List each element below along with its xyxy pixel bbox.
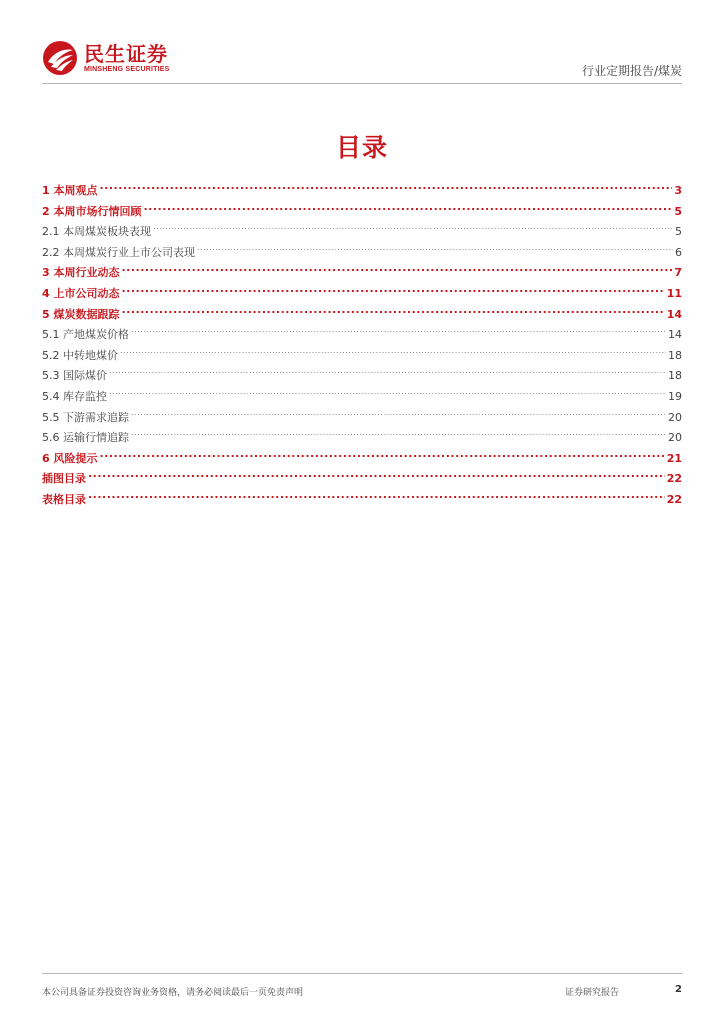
- toc-dot-leader: [131, 421, 666, 441]
- toc-entry-label[interactable]: 5.2 中转地煤价: [42, 348, 118, 362]
- report-category: 行业定期报告/煤炭: [581, 64, 682, 78]
- toc-dot-leader: [121, 298, 664, 318]
- toc-entry[interactable]: [42, 174, 682, 195]
- footer-divider: [42, 973, 682, 974]
- toc-entry-label[interactable]: 2.1 本周煤炭板块表现: [42, 225, 151, 239]
- toc-entry[interactable]: [42, 462, 682, 486]
- toc-dot-leader: [88, 462, 665, 482]
- toc-dot-leader: [131, 401, 666, 421]
- toc-entry-page[interactable]: 22: [666, 492, 682, 506]
- toc-dot-leader: [109, 380, 666, 400]
- toc-dot-leader: [109, 359, 666, 379]
- toc-entry-page[interactable]: 7: [674, 266, 682, 280]
- toc-dot-leader: [88, 483, 665, 503]
- toc-entry-label[interactable]: 5.4 库存监控: [42, 389, 107, 403]
- footer-disclaimer: 本公司具备证券投资咨询业务资格，请务必阅读最后一页免责声明: [42, 988, 304, 998]
- toc-entry-label[interactable]: 6 风险提示: [42, 451, 98, 465]
- toc-entry-label[interactable]: 4 上市公司动态: [42, 286, 120, 300]
- page-number: 2: [675, 984, 682, 995]
- toc-entry[interactable]: [42, 380, 682, 401]
- toc-entry-label[interactable]: 5.5 下游需求追踪: [42, 410, 129, 424]
- toc-entry-page[interactable]: 20: [668, 431, 682, 445]
- footer-doc-type: 证券研究报告: [565, 988, 620, 998]
- toc-entry[interactable]: [42, 298, 682, 319]
- toc-entry-label[interactable]: 5.3 国际煤价: [42, 369, 107, 383]
- page-header: [42, 40, 682, 86]
- toc-entry-label[interactable]: 5.1 产地煤炭价格: [42, 328, 129, 342]
- toc-entry-label[interactable]: 2.2 本周煤炭行业上市公司表现: [42, 245, 195, 259]
- company-logo: [42, 40, 169, 76]
- toc-entry-page[interactable]: 5: [674, 204, 682, 218]
- table-of-contents: [42, 174, 682, 504]
- toc-title: 目录: [335, 133, 388, 162]
- toc-entry-label[interactable]: 5.6 运输行情追踪: [42, 431, 129, 445]
- toc-entry-label[interactable]: 2 本周市场行情回顾: [42, 204, 142, 218]
- logo-chinese-name: 民生证券: [84, 41, 168, 66]
- toc-dot-leader: [121, 256, 672, 276]
- toc-entry-page[interactable]: 22: [666, 472, 682, 486]
- toc-dot-leader: [120, 339, 666, 359]
- toc-entry-label[interactable]: 3 本周行业动态: [42, 266, 120, 280]
- toc-entry-page[interactable]: 20: [668, 410, 682, 424]
- toc-dot-leader: [143, 195, 672, 215]
- toc-entry-label[interactable]: 插图目录: [42, 472, 86, 486]
- toc-entry-page[interactable]: 18: [668, 369, 682, 383]
- toc-dot-leader: [99, 174, 672, 194]
- toc-entry[interactable]: [42, 401, 682, 422]
- toc-entry[interactable]: [42, 442, 682, 463]
- toc-dot-leader: [131, 318, 666, 338]
- logo-english-name: MINSHENG SECURITIES: [84, 65, 170, 73]
- toc-entry-page[interactable]: 21: [666, 451, 682, 465]
- toc-entry-label[interactable]: 5 煤炭数据跟踪: [42, 307, 120, 321]
- toc-dot-leader: [153, 215, 673, 235]
- toc-dot-leader: [99, 442, 664, 462]
- toc-dot-leader: [121, 277, 664, 297]
- toc-entry-page[interactable]: 19: [668, 389, 682, 403]
- toc-entry-label[interactable]: 1 本周观点: [42, 184, 98, 197]
- toc-entry-page[interactable]: 11: [666, 286, 682, 300]
- toc-entry[interactable]: [42, 483, 682, 504]
- toc-entry[interactable]: [42, 359, 682, 383]
- toc-entry[interactable]: [42, 256, 682, 280]
- toc-entry-page[interactable]: 6: [675, 245, 682, 259]
- toc-entry-page[interactable]: 14: [666, 307, 682, 321]
- toc-entry[interactable]: [42, 318, 682, 342]
- toc-entry[interactable]: [42, 277, 682, 298]
- toc-entry-page[interactable]: 14: [668, 328, 682, 342]
- toc-entry-page[interactable]: 18: [668, 348, 682, 362]
- minsheng-logo-icon: [42, 40, 78, 76]
- toc-entry-label[interactable]: 表格目录: [42, 492, 86, 506]
- toc-entry-page[interactable]: 3: [674, 184, 682, 197]
- toc-entry[interactable]: [42, 195, 682, 216]
- toc-entry-page[interactable]: 5: [675, 225, 682, 239]
- toc-dot-leader: [197, 236, 673, 256]
- header-divider: [42, 83, 682, 84]
- toc-entry[interactable]: [42, 339, 682, 360]
- toc-entry[interactable]: [42, 421, 682, 445]
